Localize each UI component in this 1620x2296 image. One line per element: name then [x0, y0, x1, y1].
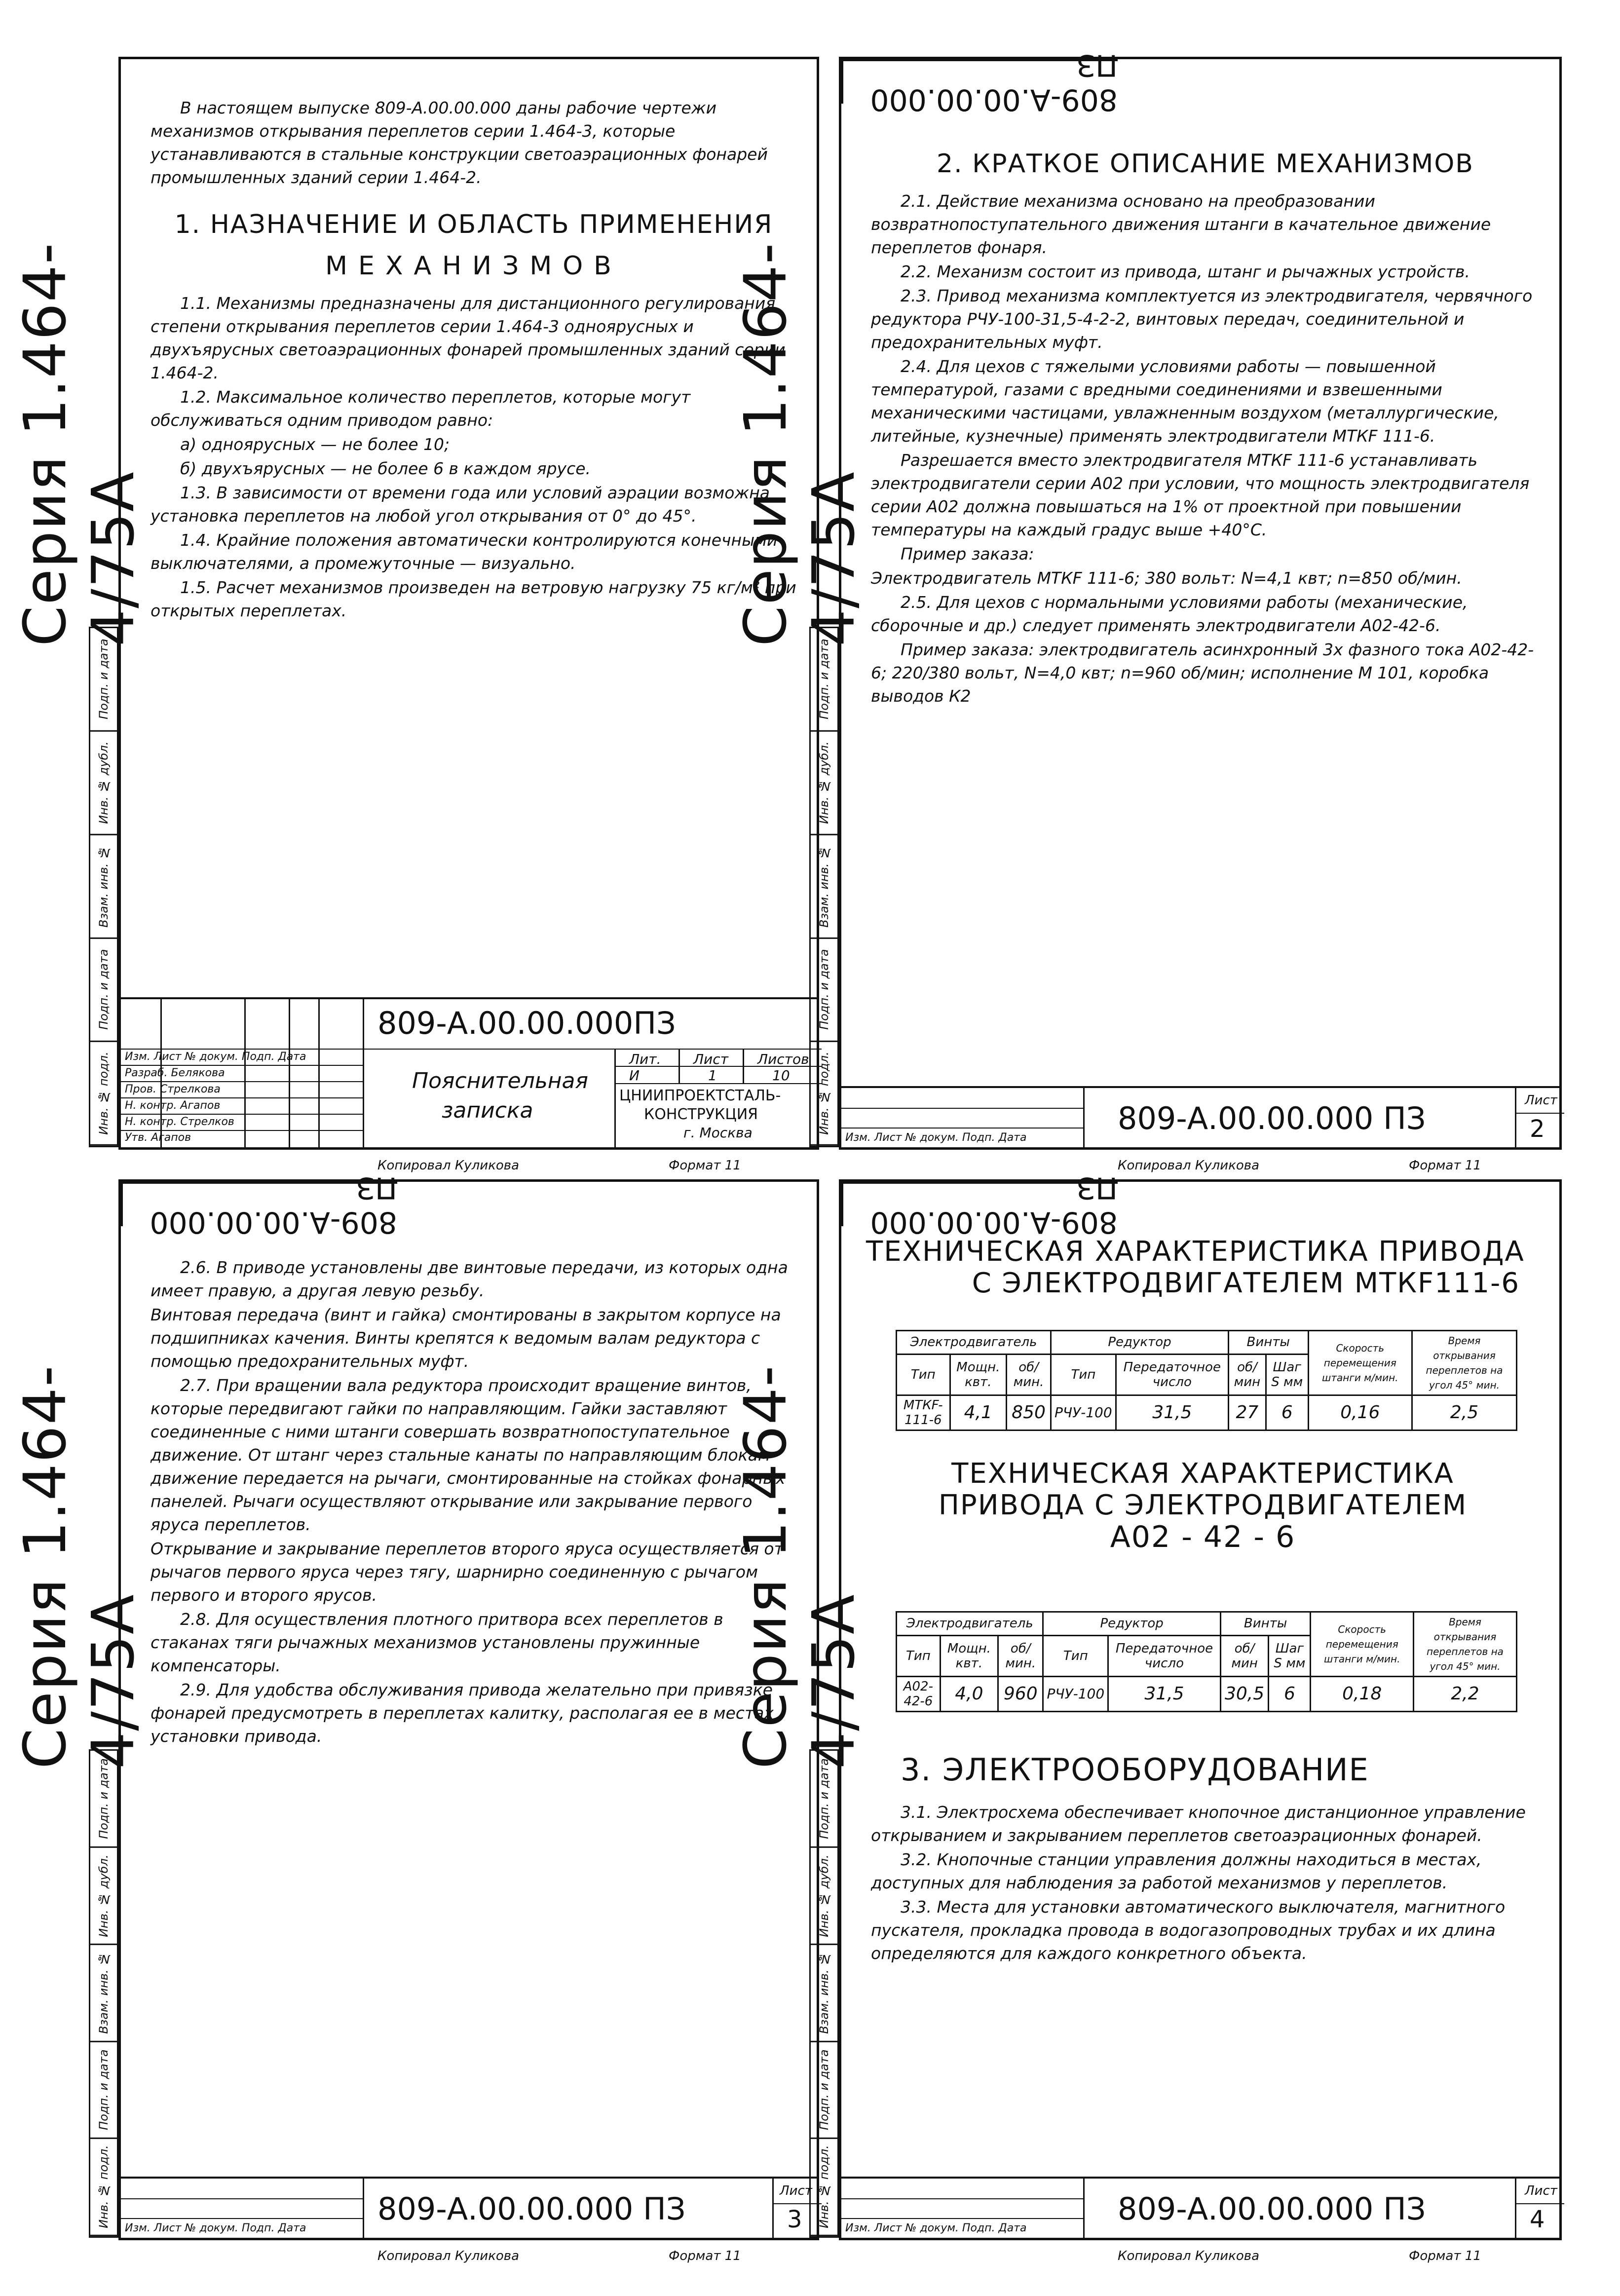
tb-columns: Изм. Лист № докум. Подп. Дата [125, 2222, 306, 2234]
col-type: Тип [897, 1354, 950, 1395]
section-heading: ТЕХНИЧЕСКАЯ ХАРАКТЕРИСТИКА ПРИВОДА [866, 1236, 1525, 1268]
col-srpm: об/мин [1220, 1635, 1269, 1676]
stamp-cell: Подп. и дата [811, 2042, 837, 2139]
sheets-label: Листов [757, 1051, 809, 1067]
series-label: Серия 1.464-4/75А [731, 1364, 867, 1769]
section-heading: 2. КРАТКОЕ ОПИСАНИЕ МЕХАНИЗМОВ [937, 149, 1474, 179]
paragraph: 1.4. Крайние положения автоматически контролируются конечными выключателями, а промежуточные — визуально. [151, 530, 778, 573]
stamp-cell: Инв. № подл. [90, 1042, 117, 1146]
stamp-cell: Взам. инв. № [90, 835, 117, 939]
col-srpm: об/мин [1228, 1354, 1266, 1395]
stamp-cell: Взам. инв. № [811, 835, 837, 939]
paragraph: 2.5. Для цехов с нормальными условиями работы (механические, сборочные и др.) следует применять электродвигатели А02-42-6. [871, 593, 1468, 635]
stamp-cell: Инв. № дубл. [90, 1848, 117, 1945]
stamp-column [809, 1749, 839, 2238]
page-body [151, 1256, 797, 1749]
tb-row: Н. контр. Агапов [125, 1099, 221, 1112]
drawing-code: 809-А.00.00.000 ПЗ [1118, 1100, 1426, 1136]
stamp-cell: Подп. и дата [90, 628, 117, 732]
paragraph: 2.4. Для цехов с тяжелыми условиями работы — повышенной температурой, газами с вредными соединениями и взвешенными механическими частицами, увлажненным воздухом (металлургические, литейные, кузнечные) применять электродвигатели МТКF 111-6. [871, 357, 1499, 446]
section-heading-cont: МЕХАНИЗМОВ [325, 251, 622, 281]
stamp-cell: Инв. № дубл. [811, 1848, 837, 1945]
stamp-cell: Взам. инв. № [90, 1945, 117, 2042]
page-body-2 [866, 1458, 1540, 1553]
drawing-code: 809-А.00.00.000 ПЗ [377, 2191, 686, 2227]
tb-columns: Изм. Лист № докум. Подп. Дата [845, 2222, 1027, 2234]
table-cell: РЧУ-100 [1051, 1395, 1116, 1430]
copied-by: Копировал Куликова [377, 1158, 520, 1173]
rotated-code: 809-А.00.00.000 ПЗ [841, 1182, 1118, 1226]
format: Формат 11 [669, 2249, 741, 2263]
document-title: Пояснительная [412, 1068, 588, 1093]
side-strip [731, 1182, 867, 2238]
paragraph: Электродвигатель МТКF 111-6; 380 вольт: N=4,1 квт; n=850 об/мин. [871, 568, 1462, 588]
section-heading: 1. НАЗНАЧЕНИЕ И ОБЛАСТЬ ПРИМЕНЕНИЯ [174, 210, 773, 239]
paragraph: Открывание и закрывание переплетов второго яруса осуществляется от рычагов первого яруса через тягу, шарнирно соединенную с рычагом первого и второго ярусов. [151, 1539, 784, 1605]
organization: КОНСТРУКЦИЯ [644, 1106, 758, 1123]
paragraph: 2.9. Для удобства обслуживания привода желательно при привязке фонарей предусмотреть в переплетах калитку, располагая ее в местах установки привода. [151, 1680, 774, 1746]
section-heading-cont: С ЭЛЕКТРОДВИГАТЕЛЕМ МТКF111-6 [972, 1267, 1520, 1299]
table-cell: 4,1 [950, 1395, 1007, 1430]
title-block [841, 1086, 1559, 1147]
stamp-cell: Подп. и дата [811, 628, 837, 732]
table-cell: 6 [1269, 1677, 1311, 1712]
table-cell: 960 [998, 1677, 1043, 1712]
copied-by: Копировал Куликова [377, 2249, 520, 2263]
sheet-page-3 [11, 1170, 819, 2263]
title-block [121, 2177, 817, 2238]
col-speed: Скорость перемещения штанги м/мин. [1308, 1331, 1412, 1395]
paragraph: 2.6. В приводе установлены две винтовые передачи, из которых одна имеет правую, а другая левую резьбу. [151, 1258, 788, 1300]
table-cell: А02-42-6 [897, 1677, 941, 1712]
lit-value: И [629, 1067, 640, 1084]
col-time: Время открывания переплетов на угол 45° мин. [1413, 1612, 1516, 1677]
paragraph: Винтовая передача (винт и гайка) смонтированы в закрытом корпусе на подшипниках качения. Винты крепятся к ведомым валам редуктора с помощью предохранительных муфт. [151, 1305, 781, 1371]
stamp-cell: Подп. и дата [90, 2042, 117, 2139]
col-motor: Электродвигатель [897, 1612, 1043, 1636]
sheet-label: Лист [1525, 1093, 1557, 1108]
stamp-cell: Инв. № подл. [811, 1042, 837, 1146]
table-cell: МТКF-111-6 [897, 1395, 950, 1430]
col-time: Время открывания переплетов на угол 45° мин. [1412, 1331, 1517, 1395]
list-item: а) одноярусных — не более 10; [180, 435, 450, 454]
intro-paragraph: В настоящем выпуске 809-А.00.00.000 даны рабочие чертежи механизмов открывания переплетов серии 1.464-3, которые устанавливаются в стальные конструкции светоаэрационных фонарей промышленных зданий серии 1.464-2. [151, 98, 768, 187]
col-screws: Винты [1228, 1331, 1308, 1355]
format: Формат 11 [1409, 1158, 1481, 1173]
section-heading-model: А02 - 42 - 6 [1110, 1520, 1296, 1554]
paragraph: 1.5. Расчет механизмов произведен на ветровую нагрузку 75 кг/м² при открытых переплетах. [151, 578, 796, 620]
paragraph: 2.3. Привод механизма комплектуется из электродвигателя, червячного редуктора РЧУ-100-31,5-4-2-2, винтовых передач, соединительной и предохранительных муфт. [871, 286, 1533, 352]
drawing-code: 809-А.00.00.000ПЗ [377, 1005, 676, 1041]
sheet-label: Лист [780, 2183, 812, 2198]
table-cell: 0,16 [1308, 1395, 1412, 1430]
drawing-code: 809-А.00.00.000 ПЗ [1118, 2191, 1426, 2227]
format: Формат 11 [1409, 2249, 1481, 2263]
page-body [866, 1236, 1540, 1309]
paragraph: 2.7. При вращении вала редуктора происходит вращение винтов, которые передвигают гайки по направляющим. Гайки заставляют соединенные с ними штанги совершать возвратнопоступательное движение. От штанг через стальные канаты по направляющим блокам движение передается на рычаги, смонтированные на стойках фонарных панелей. Рычаги осуществляют открывание или закрывание первого яруса переплетов. [151, 1376, 786, 1534]
series-label: Серия 1.464-4/75А [731, 242, 867, 646]
sheet-label: Лист [693, 1051, 728, 1067]
paragraph: Пример заказа: [901, 544, 1034, 564]
paragraph: 2.2. Механизм состоит из привода, штанг и рычажных устройств. [901, 262, 1470, 281]
page-body [871, 138, 1540, 709]
stamp-cell: Взам. инв. № [811, 1945, 837, 2042]
table-cell: 6 [1266, 1395, 1308, 1430]
paragraph: Разрешается вместо электродвигателя МТКF 111-6 устанавливать электродвигатели серии А02 при условии, что мощность электродвигателя серии А02 должна повышаться на 1% от проектной при повышении температуры на каждый градус выше +40°С. [871, 451, 1530, 539]
sheet-label: Лист [1525, 2183, 1557, 2198]
spec-table-ao2 [896, 1611, 1517, 1712]
sheet-page-1 [11, 57, 819, 1173]
title-block [841, 2177, 1559, 2238]
rotated-code: 809-А.00.00.000 ПЗ [841, 59, 1118, 104]
col-pitch: Шаг S мм [1266, 1354, 1308, 1395]
sheet-number: 3 [787, 2206, 802, 2233]
document-title-cont: записка [442, 1098, 533, 1123]
table-cell: 850 [1007, 1395, 1051, 1430]
side-strip [731, 59, 867, 1147]
col-rtype: Тип [1043, 1635, 1108, 1676]
tb-row: Пров. Стрелкова [125, 1083, 221, 1095]
col-reducer: Редуктор [1043, 1612, 1220, 1636]
copied-by: Копировал Куликова [1118, 1158, 1260, 1173]
city: г. Москва [683, 1125, 753, 1141]
stamp-column [89, 1749, 118, 2238]
paragraph: 1.2. Максимальное количество переплетов, которые могут обслуживаться одним приводом равно: [151, 387, 691, 430]
tb-row: Утв. Агапов [125, 1131, 191, 1144]
stamp-cell: Инв. № дубл. [811, 732, 837, 835]
side-strip [11, 1182, 147, 2238]
tb-columns: Изм. Лист № докум. Подп. Дата [125, 1051, 306, 1063]
side-strip [11, 59, 147, 1147]
col-motor: Электродвигатель [897, 1331, 1051, 1355]
series-label: Серия 1.464-4/75А [11, 242, 147, 646]
page-body [151, 96, 797, 623]
table-cell: 2,2 [1413, 1677, 1516, 1712]
lit-label: Лит. [629, 1051, 661, 1067]
stamp-cell: Инв. № подл. [811, 2139, 837, 2236]
paragraph: 2.1. Действие механизма основано на преобразовании возвратнопоступательного движения штанги в качательное движение переплетов фонаря. [871, 191, 1491, 257]
paragraph: 1.1. Механизмы предназначены для дистанционного регулирования степени открывания переплетов серии 1.464-3 одноярусных и двухъярусных светоаэрационных фонарей промышленных зданий серии 1.464-2. [151, 294, 786, 382]
paragraph: 3.2. Кнопочные станции управления должны находиться в местах, доступных для наблюдения за работой механизмов у переплетов. [871, 1850, 1482, 1892]
sheet-number: 4 [1530, 2206, 1545, 2233]
col-power: Мощн. квт. [950, 1354, 1007, 1395]
section-heading: ТЕХНИЧЕСКАЯ ХАРАКТЕРИСТИКА [951, 1458, 1454, 1490]
table-cell: 27 [1228, 1395, 1266, 1430]
stamp-cell: Инв. № дубл. [90, 732, 117, 835]
series-label: Серия 1.464-4/75А [11, 1364, 147, 1769]
tb-columns: Изм. Лист № докум. Подп. Дата [845, 1131, 1027, 1144]
col-ratio: Передаточное число [1116, 1354, 1228, 1395]
table-cell: 0,18 [1311, 1677, 1414, 1712]
col-pitch: Шаг S мм [1269, 1635, 1311, 1676]
sheets-value: 10 [772, 1067, 790, 1084]
table-cell: 4,0 [940, 1677, 998, 1712]
page-body-3 [871, 1754, 1540, 1966]
table-cell: 2,5 [1412, 1395, 1517, 1430]
stamp-cell: Подп. и дата [90, 1751, 117, 1848]
col-rtype: Тип [1051, 1354, 1116, 1395]
section-heading: 3. ЭЛЕКТРООБОРУДОВАНИЕ [901, 1752, 1369, 1788]
table-cell: 31,5 [1116, 1395, 1228, 1430]
stamp-cell: Подп. и дата [811, 939, 837, 1042]
sheet-page-4 [731, 1170, 1562, 2263]
format: Формат 11 [669, 1158, 741, 1173]
stamp-cell: Инв. № подл. [90, 2139, 117, 2236]
table-cell: 30,5 [1220, 1677, 1269, 1712]
paragraph: 3.1. Электросхема обеспечивает кнопочное дистанционное управление открыванием и закрыванием переплетов светоаэрационных фонарей. [871, 1803, 1526, 1845]
table-cell: 31,5 [1108, 1677, 1221, 1712]
col-reducer: Редуктор [1051, 1331, 1228, 1355]
col-power: Мощн. квт. [940, 1635, 998, 1676]
col-rpm: об/мин. [998, 1635, 1043, 1676]
stamp-column [89, 627, 118, 1147]
paragraph: 3.3. Места для установки автоматического выключателя, магнитного пускателя, прокладка провода в водогазопроводных трубах и их длина определяются для каждого конкретного объекта. [871, 1897, 1506, 1963]
title-block [121, 997, 817, 1147]
col-rpm: об/мин. [1007, 1354, 1051, 1395]
stamp-cell: Подп. и дата [811, 1751, 837, 1848]
col-ratio: Передаточное число [1108, 1635, 1221, 1676]
sheet-number: 2 [1530, 1115, 1545, 1143]
organization: ЦНИИПРОЕКТСТАЛЬ- [619, 1087, 781, 1104]
stamp-column [809, 627, 839, 1147]
sheet-value: 1 [708, 1067, 717, 1084]
paragraph: 1.3. В зависимости от времени года или условий аэрации возможна установка переплетов на любой угол открывания от 0° до 45°. [151, 483, 770, 526]
col-screws: Винты [1220, 1612, 1311, 1636]
table-cell: РЧУ-100 [1043, 1677, 1108, 1712]
col-type: Тип [897, 1635, 941, 1676]
section-heading-cont: ПРИВОДА С ЭЛЕКТРОДВИГАТЕЛЕМ [938, 1489, 1468, 1521]
spec-table-mtkf [896, 1330, 1517, 1431]
paragraph: Пример заказа: электродвигатель асинхронный 3х фазного тока А02-42-6; 220/380 вольт, N=4,0 квт; n=960 об/мин; исполнение М 101, коробка выводов К2 [871, 640, 1534, 706]
stamp-cell: Подп. и дата [90, 939, 117, 1042]
col-speed: Скорость перемещения штанги м/мин. [1311, 1612, 1414, 1677]
list-item: б) двухъярусных — не более 6 в каждом ярусе. [180, 459, 591, 478]
copied-by: Копировал Куликова [1118, 2249, 1260, 2263]
tb-row: Н. контр. Стрелков [125, 1116, 234, 1128]
paragraph: 2.8. Для осуществления плотного притвора всех переплетов в стаканах тяги рычажных механизмов установлены пружинные компенсаторы. [151, 1610, 723, 1675]
rotated-code: 809-А.00.00.000 ПЗ [121, 1182, 397, 1226]
tb-row: Разраб. Белякова [125, 1067, 225, 1079]
